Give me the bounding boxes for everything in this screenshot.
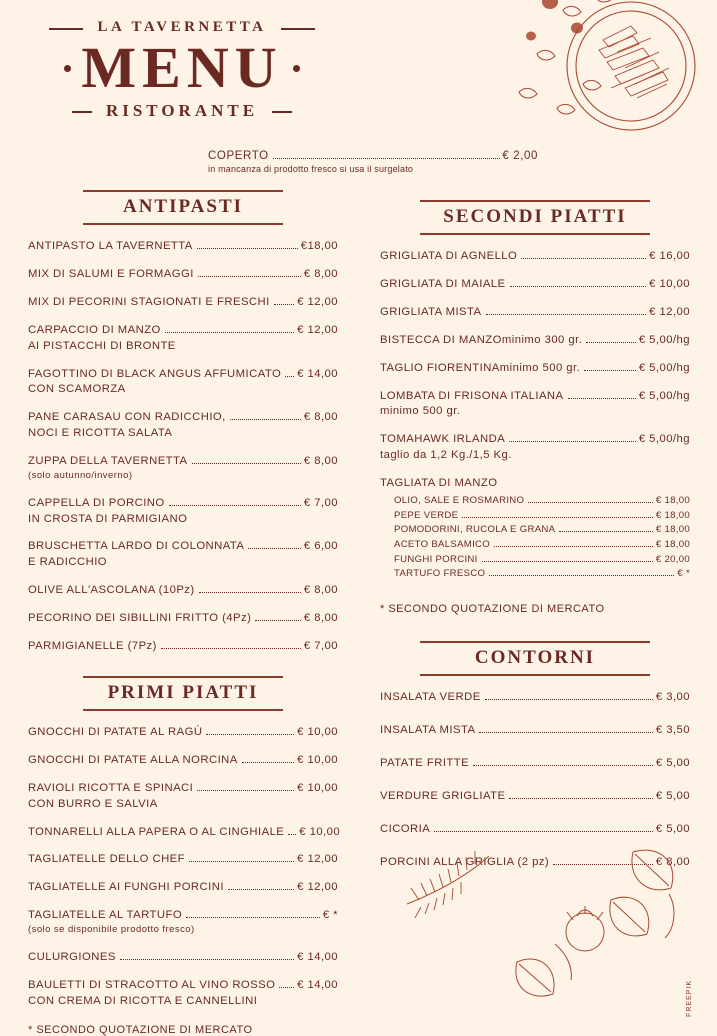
leader <box>482 561 653 562</box>
item-price: € 18,00 <box>655 524 690 536</box>
leader <box>568 398 636 399</box>
list-item <box>28 978 338 1009</box>
item-subtitle: CON BURRO E SALVIA <box>28 797 158 810</box>
list-item <box>380 432 690 463</box>
item-name: TARTUFO FRESCO <box>394 568 486 580</box>
item-subtitle: taglio da 1,2 Kg./1,5 Kg. <box>380 449 512 462</box>
item-name: INSALATA VERDE <box>380 691 481 703</box>
item-subtitle: CON SCAMORZA <box>28 383 126 396</box>
item-qualifier: minimo 500 gr. <box>499 361 581 374</box>
item-name: INSALATA MISTA <box>380 723 476 736</box>
leader <box>197 790 294 791</box>
coperto-label: COPERTO <box>208 150 269 162</box>
item-name: PORCINI ALLA GRIGLIA (2 pz) <box>380 855 550 868</box>
list-item <box>28 908 338 936</box>
item-name: GRIGLIATA MISTA <box>380 305 482 318</box>
item-name: TONNARELLI ALLA PAPERA O AL CINGHIALE <box>28 825 285 838</box>
leader <box>198 276 301 277</box>
item-price: € 5,00/hg <box>638 389 690 402</box>
item-price: € 10,00 <box>297 753 338 766</box>
leader <box>485 699 653 700</box>
item-price: € 18,00 <box>655 539 690 551</box>
list-item <box>28 880 338 895</box>
item-name: GNOCCHI DI PATATE ALLA NORCINA <box>28 753 238 766</box>
leader <box>189 861 294 862</box>
left-dot-icon <box>64 65 71 72</box>
item-price: € * <box>677 568 690 580</box>
leader <box>559 531 653 532</box>
item-name: ANTIPASTO LA TAVERNETTA <box>28 240 193 252</box>
item-name: VERDURE GRIGLIATE <box>380 789 506 802</box>
list-item <box>28 639 338 654</box>
primi-footnote: * SECONDO QUOTAZIONE DI MERCATO <box>28 1024 253 1036</box>
item-price: € 10,00 <box>649 277 690 290</box>
list-item <box>28 753 338 768</box>
item-price: € 5,00 <box>655 822 690 835</box>
item-name: GNOCCHI DI PATATE AL RAGÙ <box>28 725 203 738</box>
list-item <box>28 611 338 626</box>
item-price: € 14,00 <box>297 950 338 963</box>
item-subtitle: IN CROSTA DI PARMIGIANO <box>28 512 188 525</box>
item-price: € 12,00 <box>297 853 338 866</box>
item-name: CICORIA <box>380 822 431 835</box>
list-item <box>28 725 338 740</box>
item-name: RAVIOLI RICOTTA E SPINACI <box>28 781 194 794</box>
right-column <box>380 200 690 887</box>
pasta-bowl-illustration <box>513 0 703 160</box>
herbs-illustration <box>397 804 697 1014</box>
item-price: € 12,00 <box>297 295 338 308</box>
item-name: PEPE VERDE <box>394 509 459 521</box>
restaurant-subtitle: RISTORANTE <box>98 101 266 121</box>
item-price: € 5,00/hg <box>638 333 690 346</box>
signature-credit: FREEPIK <box>686 980 693 1017</box>
leader <box>510 286 647 287</box>
item-name: PECORINO DEI SIBILLINI FRITTO (4Pz) <box>28 612 252 625</box>
list-item <box>28 454 338 482</box>
list-item <box>28 539 338 570</box>
item-name: ACETO BALSAMICO <box>394 539 491 551</box>
item-name: MIX DI SALUMI E FORMAGGI <box>28 267 194 280</box>
list-item <box>28 583 338 598</box>
leader <box>509 441 636 442</box>
coperto-block <box>208 150 538 174</box>
left-column <box>28 190 341 1036</box>
item-name: TAGLIATELLE AL TARTUFO <box>28 909 183 922</box>
list-item <box>394 568 690 581</box>
item-price: € 7,00 <box>303 640 338 653</box>
item-name: TAGLIO FIORENTINA <box>380 361 500 374</box>
item-price: € 10,00 <box>297 725 338 738</box>
leader <box>199 592 301 593</box>
item-name: PATATE FRITTE <box>380 756 470 769</box>
item-price: € 8,00 <box>655 855 690 868</box>
list-item <box>380 305 690 320</box>
item-name: PARMIGIANELLE (7Pz) <box>28 640 157 653</box>
list-item <box>394 524 690 537</box>
item-note: (solo autunno/inverno) <box>28 470 133 482</box>
item-name: BISTECCA DI MANZO <box>380 333 502 346</box>
title-block <box>22 18 342 121</box>
item-name: MIX DI PECORINI STAGIONATI E FRESCHI <box>28 295 270 308</box>
item-name: OLIO, SALE E ROSMARINO <box>394 495 525 507</box>
leader <box>169 505 301 506</box>
leader <box>288 834 296 835</box>
item-name: TAGLIATELLE AI FUNGHI PORCINI <box>28 881 224 894</box>
leader <box>242 762 294 763</box>
item-price: € 14,00 <box>297 978 338 991</box>
list-item <box>28 239 338 254</box>
item-name: ZUPPA DELLA TAVERNETTA <box>28 455 188 468</box>
leader <box>248 548 300 549</box>
leader <box>274 304 294 305</box>
item-price: € 18,00 <box>655 509 690 521</box>
leader <box>462 517 653 518</box>
item-price: € 5,00/hg <box>638 433 690 446</box>
item-name: FAGOTTINO DI BLACK ANGUS AFFUMICATO <box>28 367 282 380</box>
leader <box>120 959 294 960</box>
item-price: € 5,00/hg <box>638 361 690 374</box>
list-item <box>394 539 690 552</box>
leader <box>255 620 301 621</box>
section-title-contorni: CONTORNI <box>420 641 650 676</box>
item-name: BRUSCHETTA LARDO DI COLONNATA <box>28 540 245 553</box>
section-title-antipasti: ANTIPASTI <box>83 190 283 225</box>
item-price: € 10,00 <box>297 781 338 794</box>
list-item <box>28 410 338 441</box>
item-price: € 5,00 <box>655 756 690 769</box>
coperto-note: in mancanza di prodotto fresco si usa il surgelato <box>208 164 414 174</box>
menu-header <box>0 0 717 150</box>
leader <box>279 987 294 988</box>
item-price: € 16,00 <box>649 250 690 262</box>
leader <box>186 917 320 918</box>
list-item <box>380 333 690 348</box>
item-price: € 8,00 <box>303 612 338 625</box>
item-price: € 5,00 <box>655 789 690 802</box>
leader <box>192 463 301 464</box>
item-price: € 18,00 <box>655 495 690 507</box>
item-name: TOMAHAWK IRLANDA <box>380 433 506 446</box>
item-price: € 12,00 <box>297 323 338 336</box>
list-item <box>28 323 338 354</box>
leader <box>228 889 294 890</box>
leader <box>206 734 294 735</box>
list-item <box>28 825 341 840</box>
leader <box>165 332 294 333</box>
item-subtitle: AI PISTACCHI DI BRONTE <box>28 339 176 352</box>
item-price: € 7,00 <box>303 496 338 509</box>
leader <box>494 546 653 547</box>
tagliata-title: TAGLIATA DI MANZO <box>380 477 498 490</box>
leader <box>489 575 674 576</box>
item-subtitle: NOCI E RICOTTA SALATA <box>28 427 173 440</box>
item-name: POMODORINI, RUCOLA E GRANA <box>394 524 556 536</box>
list-item <box>28 496 338 527</box>
secondi-footnote: * SECONDO QUOTAZIONE DI MERCATO <box>380 603 605 615</box>
item-price: € 8,00 <box>303 455 338 468</box>
item-price: € 8,00 <box>303 411 338 424</box>
list-item <box>380 389 690 420</box>
item-qualifier: minimo 300 gr. <box>501 333 583 346</box>
leader <box>230 419 301 420</box>
right-dot-icon <box>293 65 300 72</box>
coperto-leader <box>273 158 501 159</box>
item-price: € 12,00 <box>297 881 338 894</box>
list-item <box>380 277 690 292</box>
leader <box>473 765 653 766</box>
item-subtitle: CON CREMA DI RICOTTA E CANNELLINI <box>28 994 258 1007</box>
leader <box>479 732 652 733</box>
coperto-price: € 2,00 <box>502 150 538 162</box>
item-subtitle: E RADICCHIO <box>28 556 108 569</box>
leader <box>486 314 647 315</box>
leader <box>528 502 653 503</box>
item-name: CAPPELLA DI PORCINO <box>28 496 165 509</box>
leader <box>285 376 294 377</box>
item-price: € 3,00 <box>655 691 690 703</box>
item-price: € * <box>322 909 338 922</box>
page-title: MENU <box>81 35 283 100</box>
item-price: € 6,00 <box>303 540 338 553</box>
item-name: CULURGIONES <box>28 950 116 963</box>
list-item <box>28 950 338 965</box>
item-price: € 14,00 <box>297 367 338 380</box>
leader <box>586 342 636 343</box>
item-price: € 10,00 <box>299 825 341 838</box>
list-item <box>394 510 690 523</box>
restaurant-eyebrow: LA TAVERNETTA <box>91 19 272 36</box>
item-price: € 20,00 <box>655 553 690 565</box>
list-item <box>28 852 338 867</box>
list-item <box>380 756 690 771</box>
item-note: (solo se disponibile prodotto fresco) <box>28 924 195 936</box>
item-name: LOMBATA DI FRISONA ITALIANA <box>380 389 564 402</box>
leader <box>509 798 652 799</box>
section-title-secondi: SECONDI PIATTI <box>420 200 650 235</box>
item-name: TAGLIATELLE DELLO CHEF <box>28 853 186 866</box>
list-item <box>380 690 690 705</box>
item-name: FUNGHI PORCINI <box>394 553 478 565</box>
list-item <box>28 295 338 310</box>
item-price: € 12,00 <box>649 305 690 318</box>
item-name: CARPACCIO DI MANZO <box>28 323 161 336</box>
list-item <box>380 789 690 804</box>
leader <box>584 370 636 371</box>
item-name: GRIGLIATA DI MAIALE <box>380 277 506 290</box>
list-item <box>394 495 690 508</box>
tagliata-options <box>380 495 690 581</box>
list-item <box>380 361 690 376</box>
list-item <box>380 249 690 264</box>
leader <box>521 258 646 259</box>
item-price: € 3,50 <box>655 723 690 736</box>
item-name: OLIVE ALL'ASCOLANA (10Pz) <box>28 584 195 597</box>
item-name: GRIGLIATA DI AGNELLO <box>380 250 518 262</box>
section-title-primi: PRIMI PIATTI <box>83 676 283 711</box>
item-name: PANE CARASAU CON RADICCHIO, <box>28 411 226 424</box>
list-item <box>28 267 338 282</box>
item-price: € 8,00 <box>303 584 338 597</box>
item-price: €18,00 <box>300 240 338 252</box>
leader <box>161 648 301 649</box>
menu-word-row <box>22 35 342 100</box>
item-price: € 8,00 <box>303 267 338 280</box>
item-name: BAULETTI DI STRACOTTO AL VINO ROSSO <box>28 978 276 991</box>
tagliata-block <box>380 476 690 491</box>
leader <box>197 248 298 249</box>
coperto-row <box>208 150 538 162</box>
list-item <box>394 554 690 567</box>
item-subtitle: minimo 500 gr. <box>380 405 461 418</box>
list-item <box>28 367 338 398</box>
list-item <box>380 723 690 738</box>
list-item <box>28 781 338 812</box>
